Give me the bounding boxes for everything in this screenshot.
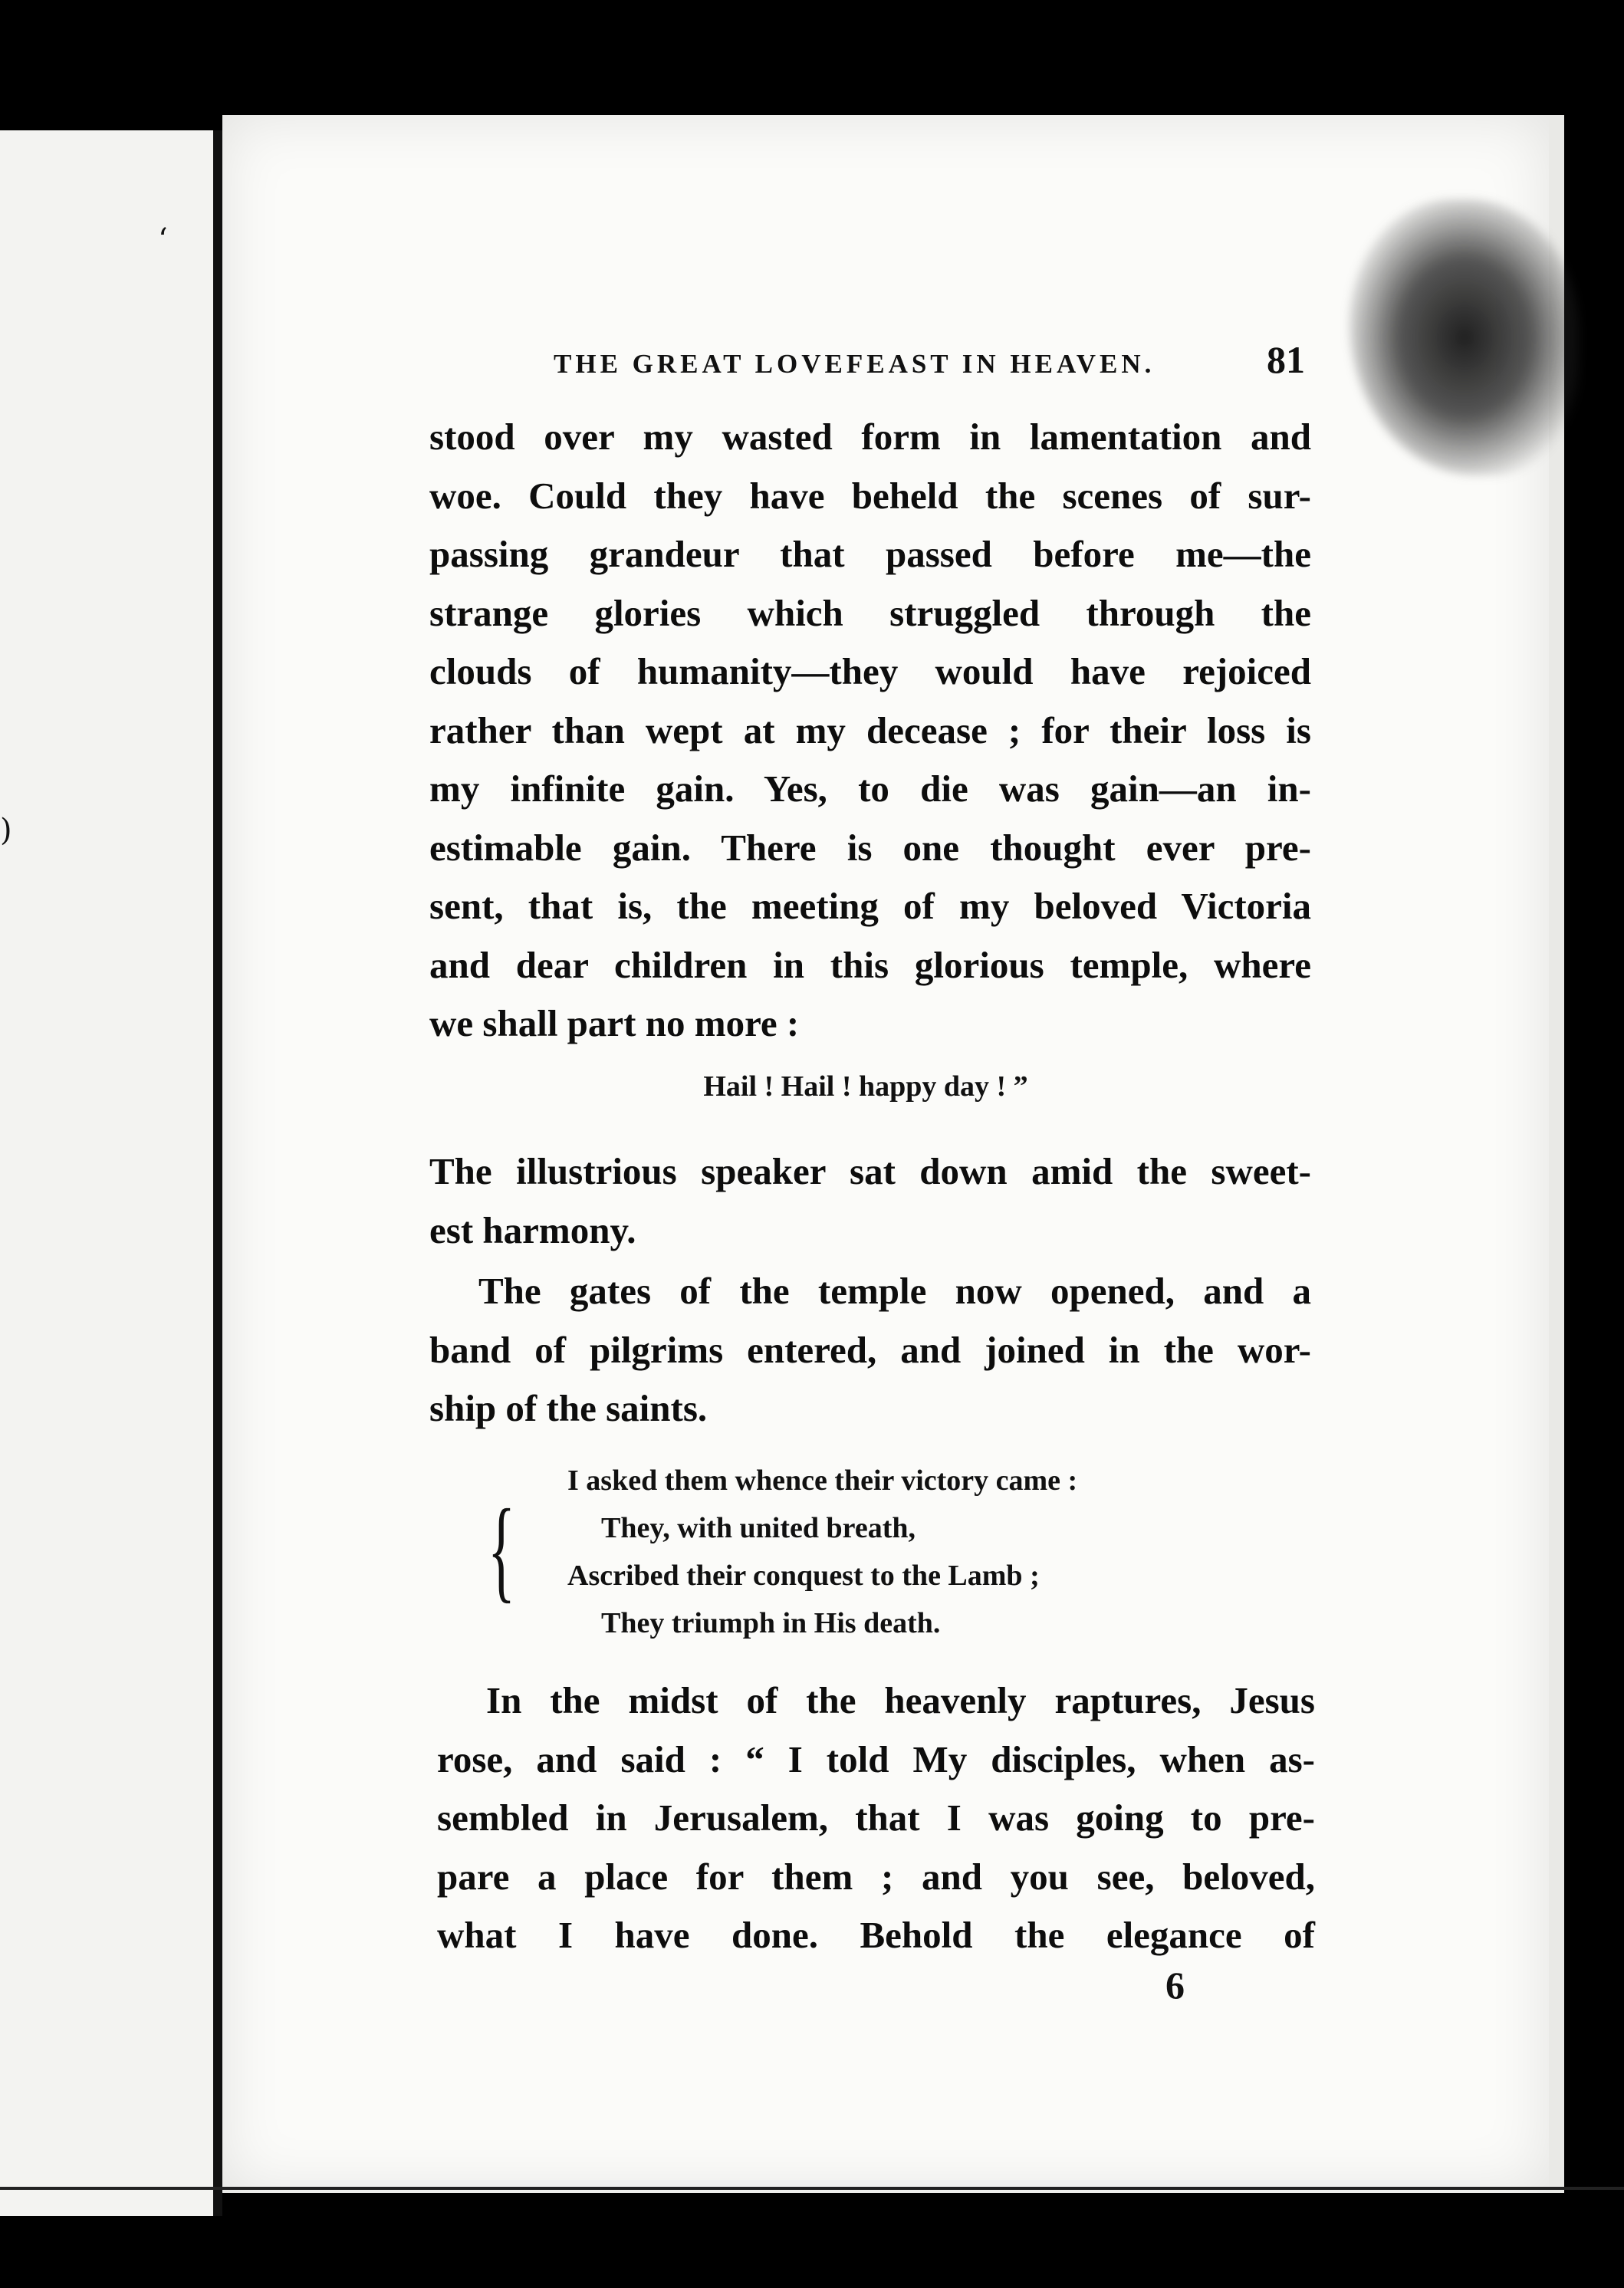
paragraph-continued [429,408,1311,1054]
text-line: woe. Could they have beheld the scenes of sur- [429,474,1311,517]
verse-brace: { [488,1486,515,1613]
bottom-rule [0,2187,1624,2190]
verse-line: Ascribed their conquest to the Lamb ; [567,1560,1040,1592]
text-line: strange glories which struggled through the [429,591,1311,634]
text-line: The gates of the temple now opened, and a [478,1270,1311,1312]
text-line: clouds of humanity—they would have rejoiced [429,650,1311,692]
hail-line: Hail ! Hail ! happy day ! ” [703,1070,1028,1103]
text-line: The illustrious speaker sat down amid the sweet- [429,1150,1311,1192]
paragraph-speaker [429,1142,1311,1260]
text-line: sent, that is, the meeting of my beloved Victoria [429,885,1311,927]
text-line: ship of the saints. [429,1387,708,1429]
text-line: we shall part no more : [429,1002,800,1044]
paragraph-jesus [437,1672,1315,1965]
hymn-verse [567,1457,1077,1647]
text-line: stood over my wasted form in lamentation and [429,416,1311,458]
text-line: est harmony. [429,1208,636,1251]
text-line: sembled in Jerusalem, that I was going to pre- [437,1797,1315,1839]
text-line: my infinite gain. Yes, to die was gain—an in- [429,768,1311,810]
stray-mark: ) [0,813,12,848]
text-line: and dear children in this glorious temple, where [429,943,1311,986]
text-line: pare a place for them ; and you see, beloved, [437,1855,1315,1898]
stray-mark: ‘ [158,222,168,258]
verse-line: They, with united breath, [601,1512,916,1544]
verse-line: They triumph in His death. [601,1607,941,1639]
paragraph-pilgrims [429,1262,1311,1438]
running-head [554,337,1305,383]
verse-line: I asked them whence their victory came : [567,1465,1078,1497]
facing-page-edge [0,130,222,2216]
text-line: rather than wept at my decease ; for their loss is [429,708,1311,751]
page-number: 81 [1267,338,1305,381]
text-line: band of pilgrims entered, and joined in the wor- [429,1328,1311,1371]
text-line: rose, and said : “ I told My disciples, when as- [437,1737,1315,1780]
running-title: THE GREAT LOVEFEAST IN HEAVEN. [554,349,1156,379]
text-line: what I have done. Behold the elegance of [437,1914,1315,1956]
signature-mark: 6 [1165,1964,1185,2007]
text-line: In the midst of the heavenly raptures, Jesus [486,1679,1315,1721]
text-line: estimable gain. There is one thought ever pre- [429,826,1311,869]
text-line: passing grandeur that passed before me—the [429,533,1311,575]
